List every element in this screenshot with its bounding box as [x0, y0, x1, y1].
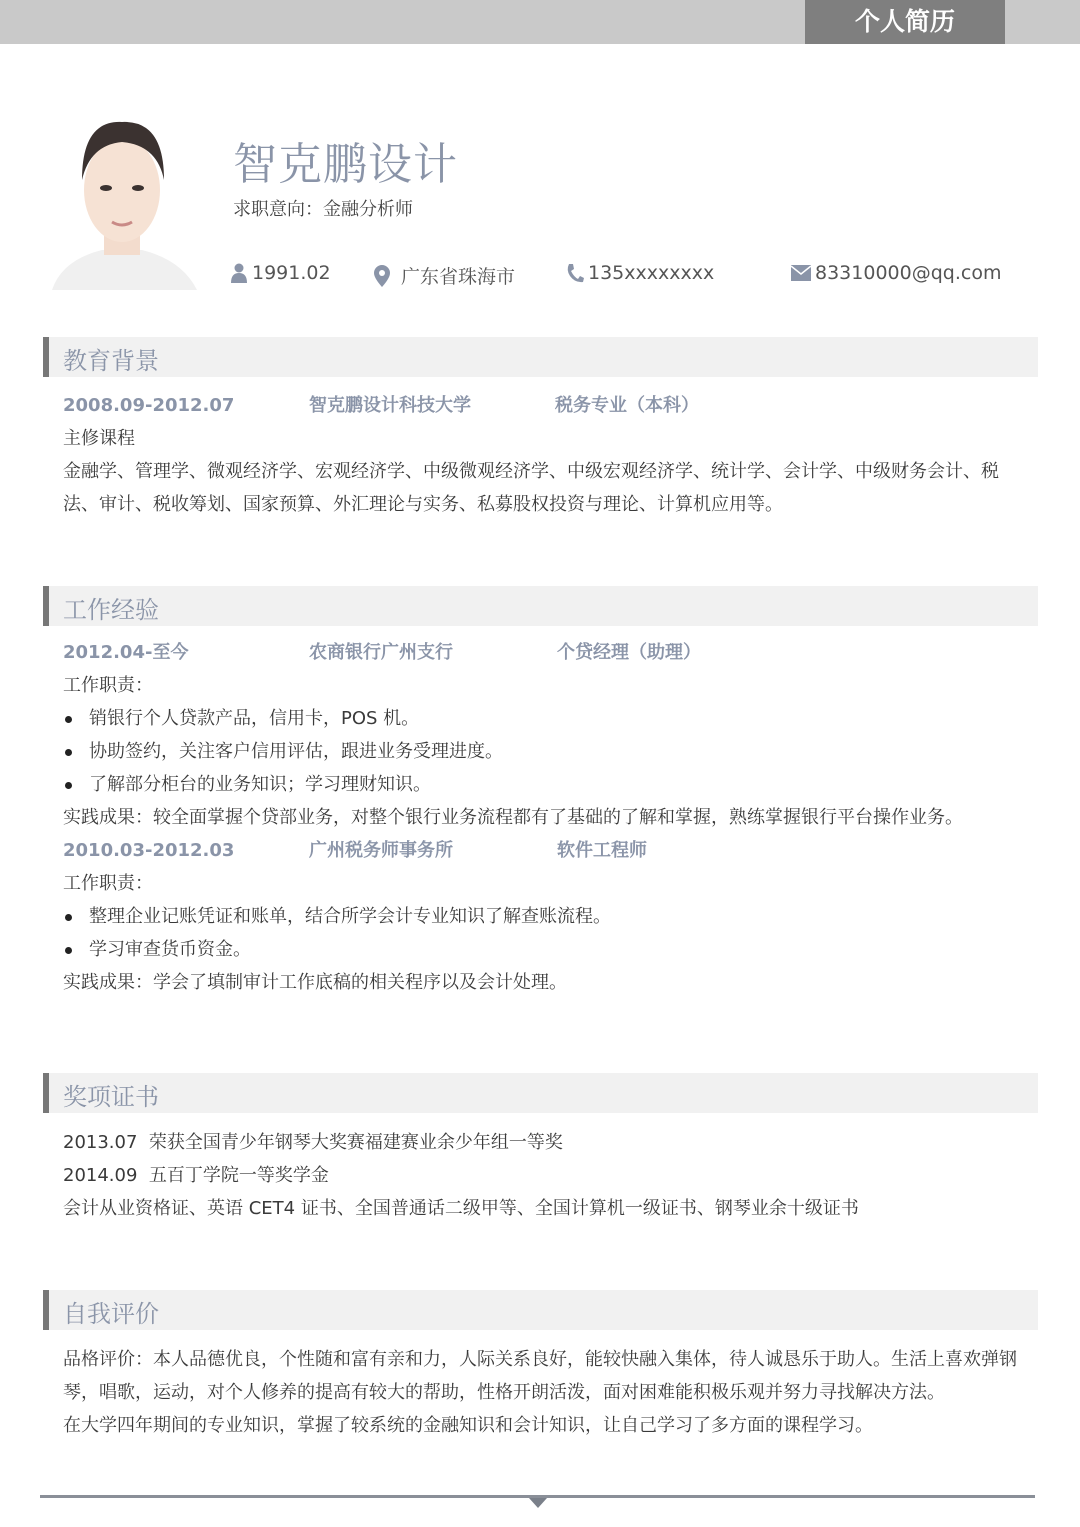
duty-item: 整理企业记账凭证和账单，结合所学会计专业知识了解查账流程。 [63, 900, 1033, 933]
duty-item: 协助签约，关注客户信用评估，跟进业务受理进度。 [63, 735, 1033, 768]
section-header-work: 工作经验 [43, 586, 1038, 626]
job-intent: 求职意向：金融分析师 [233, 199, 413, 220]
resume-title-tab: 个人简历 [805, 0, 1005, 44]
duty-item: 学习审查货币资金。 [63, 933, 1033, 966]
section-header-education: 教育背景 [43, 337, 1038, 377]
section-header-self-evaluation: 自我评价 [43, 1290, 1038, 1330]
triangle-marker-icon [529, 1498, 547, 1508]
duty-label: 工作职责： [63, 675, 153, 696]
courses-list: 金融学、管理学、微观经济学、宏观经济学、中级微观经济学、中级宏观经济学、统计学、会计学、中级财务会计、税法、审计、税收筹划、国家预算、外汇理论与实务、私募股权投资与理论、计算机应用等。 [63, 461, 999, 515]
birth-date: 1991.02 [252, 262, 331, 284]
awards-content [63, 1126, 1033, 1225]
award-item: 2014.09 五百丁学院一等奖学金 [63, 1165, 329, 1186]
job-result: 实践成果：较全面掌握个贷部业务，对整个银行业务流程都有了基础的了解和掌握，熟练掌握银行平台操作业务。 [63, 807, 963, 828]
person-icon [230, 263, 248, 283]
job-row: 2010.03-2012.03 广州税务师事务所 软件工程师 [63, 840, 647, 861]
profile-photo [42, 100, 202, 290]
work-content [63, 636, 1033, 999]
self-evaluation-paragraph: 在大学四年期间的专业知识，掌握了较系统的金融知识和会计知识，让自己学习了多方面的课程学习。 [63, 1415, 873, 1436]
phone: 135xxxxxxxx [588, 262, 715, 284]
award-item: 2013.07 荣获全国青少年钢琴大奖赛福建赛业余少年组一等奖 [63, 1132, 563, 1153]
email: 83310000@qq.com [815, 262, 1002, 284]
envelope-icon [791, 265, 811, 281]
education-content [63, 389, 1033, 521]
duty-item: 了解部分柜台的业务知识；学习理财知识。 [63, 768, 1033, 801]
job-result: 实践成果：学会了填制审计工作底稿的相关程序以及会计处理。 [63, 972, 567, 993]
contact-phone [566, 262, 714, 284]
contact-birth [230, 262, 331, 284]
job-row: 2012.04-至今 农商银行广州支行 个贷经理（助理） [63, 642, 701, 663]
self-evaluation-paragraph: 品格评价：本人品德优良，个性随和富有亲和力，人际关系良好，能较快融入集体，待人诚恳乐于助人。生活上喜欢弹钢琴，唱歌，运动，对个人修养的提高有较大的帮助，性格开朗活泼，面对困难能积极乐观并努力寻找解决方法。 [63, 1349, 1017, 1403]
section-header-awards: 奖项证书 [43, 1073, 1038, 1113]
education-row: 2008.09-2012.07 智克鹏设计科技大学 税务专业（本科） [63, 395, 699, 416]
courses-label: 主修课程 [63, 428, 135, 449]
contact-email [791, 262, 1001, 284]
contact-location [373, 262, 515, 289]
award-item: 会计从业资格证、英语 CET4 证书、全国普通话二级甲等、全国计算机一级证书、钢琴业余十级证书 [63, 1198, 859, 1219]
candidate-name: 智克鹏设计 [233, 139, 458, 190]
duty-label: 工作职责： [63, 873, 153, 894]
phone-icon [566, 263, 584, 283]
self-evaluation-content [63, 1343, 1028, 1442]
location-pin-icon [373, 265, 391, 287]
duty-item: 销银行个人贷款产品，信用卡，POS 机。 [63, 702, 1033, 735]
location: 广东省珠海市 [401, 266, 516, 288]
